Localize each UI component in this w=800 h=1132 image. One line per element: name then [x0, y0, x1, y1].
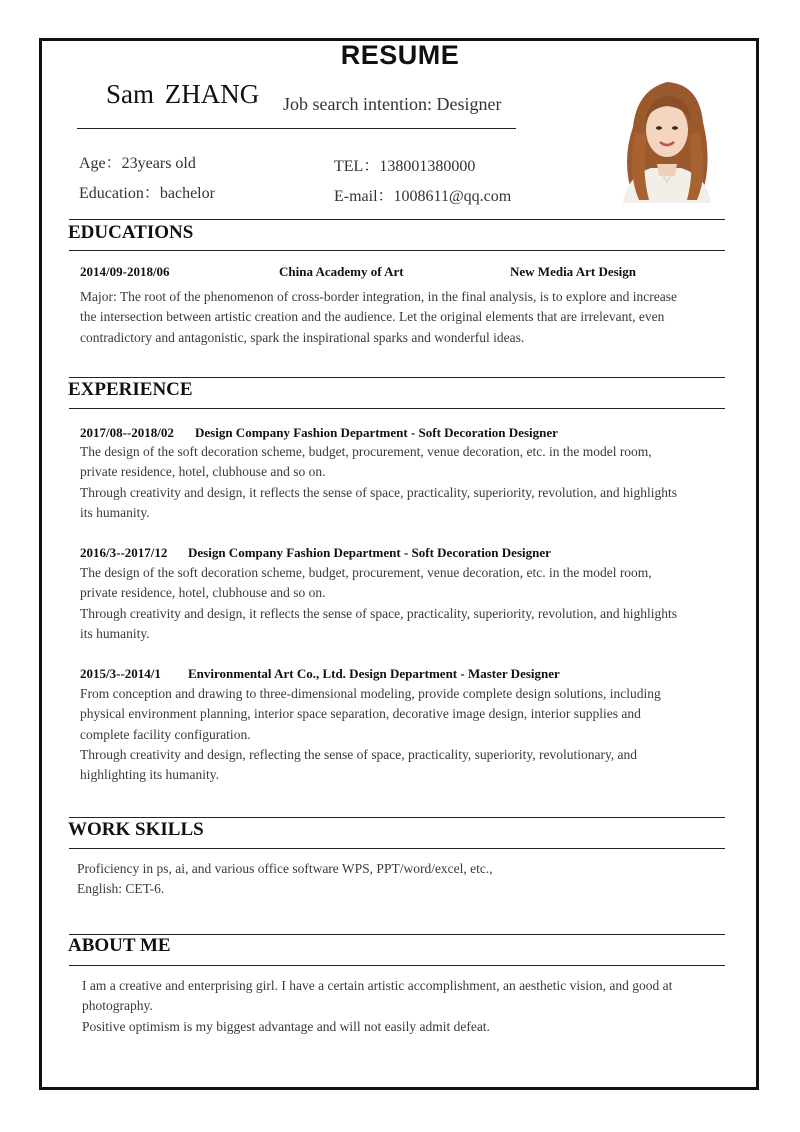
text-line: The design of the soft decoration scheme, budget, procurement, venue decoration, etc. in the model room,	[80, 444, 652, 459]
job-role: Design Company Fashion Department - Soft Decoration Designer	[195, 425, 558, 440]
text-line: Through creativity and design, reflecting the sense of space, practicality, superiority, revolutionary, and	[80, 746, 638, 762]
resume-title: RESUME	[340, 40, 460, 70]
tel-info: TEL：138001380000	[334, 158, 476, 175]
section-title-work-skills: WORK SKILLS	[68, 819, 204, 840]
job-intention: Job search intention: Designer	[283, 94, 502, 114]
text-line: complete facility configuration.	[80, 726, 251, 742]
section-title-experience: EXPERIENCE	[68, 379, 193, 400]
job-description	[80, 684, 720, 785]
education-description	[80, 287, 720, 348]
text-line: Through creativity and design, it reflects the sense of space, practicality, superiority, revolution, and highlights	[80, 484, 677, 500]
job-dates: 2017/08--2018/02	[80, 425, 174, 440]
text-line: English: CET-6.	[77, 881, 165, 897]
email-info: E-mail：1008611@qq.com	[334, 188, 512, 205]
job-role: Design Company Fashion Department - Soft Decoration Designer	[188, 545, 551, 560]
text-line: private residence, hotel, clubhouse and so on.	[80, 464, 326, 480]
section-rule	[69, 965, 725, 966]
text-line: its humanity.	[80, 625, 150, 641]
section-title-about-me: ABOUT ME	[68, 935, 171, 956]
text-line: From conception and drawing to three-dimensional modeling, provide complete design solutions, including	[80, 686, 661, 701]
text-line: Major: The root of the phenomenon of cross-border integration, in the final analysis, is to explore and increase	[80, 289, 677, 304]
text-line: Through creativity and design, it reflects the sense of space, practicality, superiority, revolution, and highlights	[80, 605, 677, 621]
job-dates: 2015/3--2014/1	[80, 666, 161, 681]
name-divider	[77, 128, 516, 129]
text-line: the intersection between artistic creation and the audience. Let the original elements that are irrelevant, even	[80, 309, 665, 325]
text-line: contradictory and antagonistic, spark the inspirational sparks and wonderful ideas.	[80, 329, 525, 345]
text-line: physical environment planning, interior space separation, decorative image design, interior supplies and	[80, 706, 641, 722]
text-line: private residence, hotel, clubhouse and so on.	[80, 585, 326, 601]
job-description	[80, 442, 720, 523]
job-role: Environmental Art Co., Ltd. Design Department - Master Designer	[188, 666, 560, 681]
section-rule	[69, 408, 725, 409]
education-dates: 2014/09-2018/06	[80, 264, 170, 279]
text-line: Proficiency in ps, ai, and various office software WPS, PPT/word/excel, etc.,	[77, 861, 493, 876]
job-dates: 2016/3--2017/12	[80, 545, 168, 560]
section-rule	[69, 817, 725, 818]
applicant-name: Sam ZHANG	[106, 79, 260, 109]
text-line: highlighting its humanity.	[80, 767, 220, 783]
profile-photo	[617, 72, 716, 203]
about-description	[82, 976, 722, 1037]
section-rule	[69, 377, 725, 378]
section-rule	[69, 848, 725, 849]
text-line: The design of the soft decoration scheme, budget, procurement, venue decoration, etc. in the model room,	[80, 565, 652, 580]
text-line: Positive optimism is my biggest advantage and will not easily admit defeat.	[82, 1018, 490, 1034]
skills-description	[77, 859, 717, 900]
education-info: Education：bachelor	[79, 185, 215, 202]
text-line: I am a creative and enterprising girl. I have a certain artistic accomplishment, an aesthetic vision, and good at	[82, 978, 673, 993]
education-major: New Media Art Design	[510, 264, 637, 279]
text-line: its humanity.	[80, 504, 150, 520]
text-line: photography.	[82, 998, 153, 1014]
section-rule	[69, 250, 725, 251]
section-rule	[69, 219, 725, 220]
age-info: Age：23years old	[79, 155, 196, 172]
job-description	[80, 563, 720, 644]
education-school: China Academy of Art	[279, 264, 404, 279]
section-title-educations: EDUCATIONS	[68, 222, 194, 243]
